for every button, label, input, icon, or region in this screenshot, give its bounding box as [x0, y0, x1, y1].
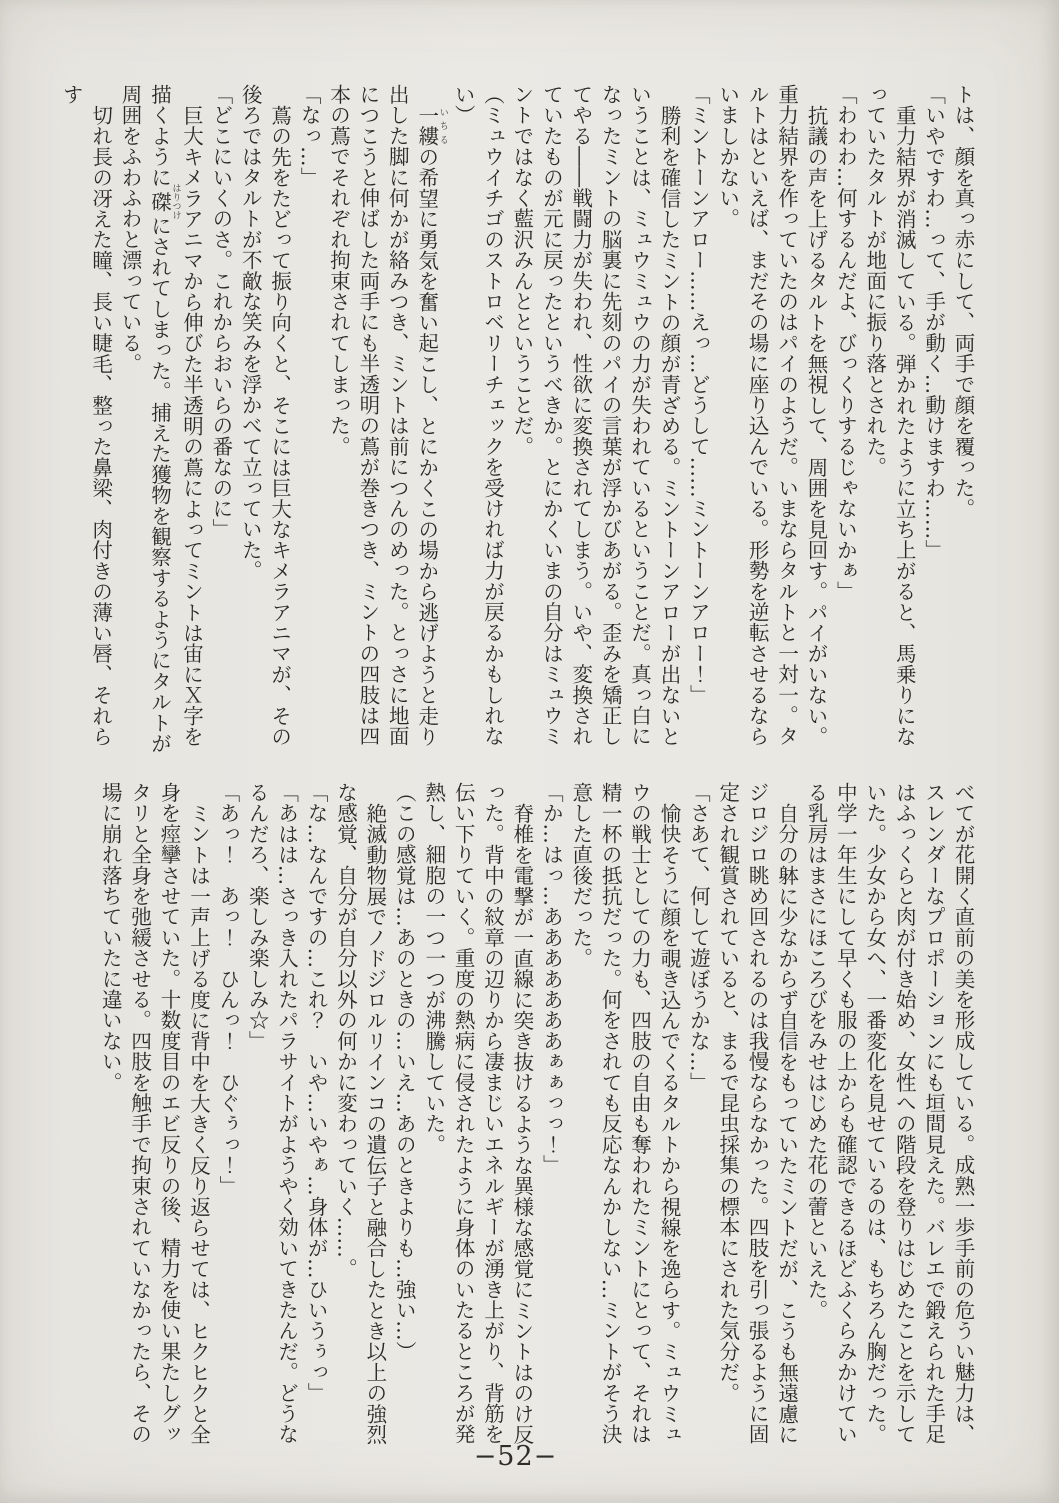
paragraph-quote: 「ミントーンアロー……えっ…どうして……ミントーンアロー！」 [686, 84, 711, 705]
paragraph-quote: 「さあて、何して遊ぼうかな…」 [686, 782, 711, 1093]
paragraph-narrative: 抗議の声を上げるタルトを無視して、周囲を見回す。パイがいない。重力結界を作っていたのはパイのようだ。いまならタルトと一対一。タルトはといえば、まだその場に座り込んでいる。形勢を逆転させるならいましかない。 [715, 84, 828, 747]
paragraph-narrative: 脊椎を電撃が一直線に突き抜けるような異様な感覚にミントはのけ反った。背中の紋章の辺りから凄まじいエネルギーが湧き上がり、背筋を伝い下りていく。重度の熱病に侵されたように身体のいたるところが発熱し、細胞の一つ一つが沸騰していた。 [421, 782, 534, 1445]
paragraph-narrative: ミントは一声上げる度に背中を大きく反り返らせては、ヒクヒクと全身を痙攣させていた。十数度目のエビ反りの後、精力を使い果たしグッタリと全身を弛緩させる。四肢を触手で拘束されていなかったら、その場に崩れ落ちていたに違いない。 [98, 782, 211, 1445]
paragraph-paren: （この感覚は…あのときの…いえ…あのときよりも…強い…） [392, 782, 417, 1362]
paragraph-quote: 「いやですわ…って、手が動く…動けますわ……」 [921, 84, 946, 561]
page-number: −52− [473, 1441, 558, 1472]
paragraph-continuation: べてが花開く直前の美を形成している。成熟一歩手前の危うい魅力は、スレンダーなプロポーションにも垣間見えた。バレエで鍛えられた手足はふっくらと肉が付き始め、女性への階段を登りはじめたことを示していた。少女から女へ、一番変化を見せているのは、もちろん胸だった。中学一年生にして早くも服の上からも確認できるほどふくらみかけている乳房はまさにほころびをみせはじめた花の蕾といえた。 [803, 782, 975, 1445]
paragraph-quote: 「わわわ…何するんだよ、びっくりするじゃないかぁ」 [833, 84, 858, 602]
ruby-annotated-word: 磔 はりつけ [147, 183, 181, 220]
paragraph-narrative: 一縷 いちるの希望に勇気を奮い起こし、とにかくこの場から逃げようと走り出した脚に何かが絡みつき、ミントは前につんのめった。とっさに地面につこうと伸ばした両手にも半透明の蔦が巻きつき、ミントの四肢は四本の蔦でそれぞれ拘束されてしまった。 [326, 84, 448, 747]
text-block-top [56, 84, 977, 760]
paragraph-narrative: 蔦の先をたどって振り向くと、そこには巨大なキメラアニマが、その後ろではタルトが不敵な笑みを浮かべて立っていた。 [238, 84, 292, 747]
paragraph-continuation: トは、顔を真っ赤にして、両手で顔を覆った。 [951, 84, 975, 519]
paragraph-narrative: 切れ長の冴えた瞳、長い睫毛、整った鼻梁、肉付きの薄い唇、それらす [59, 84, 113, 747]
text-block-bottom [95, 782, 977, 1460]
ruby-annotated-word: 一縷 いちる [414, 104, 448, 146]
paragraph-quote: 「あはは…さっき入れたパラサイトがようやく効いてきたんだ。どうなるんだろ、楽しみ楽しみ☆」 [245, 782, 299, 1445]
paragraph-narrative: 自分の躰に少なからず自信をもっていたミントだが、こうも無遠慮にジロジロ眺め回されるのは我慢ならなかった。四肢を引っ張るように固定され観賞されていると、まるで昆虫採集の標本にされた気分だ。 [715, 782, 799, 1445]
paragraph-quote: 「か…はっ…あああああああぁぁっっ！」 [539, 782, 564, 1176]
paragraph-quote: 「なっ…」 [297, 84, 322, 188]
paragraph-narrative: 勝利を確信したミントの顔が青ざめる。ミントーンアローが出ないということは、ミュウミュウの力が失われているということだ。真っ白になったミントの脳裏に先刻のパイの言葉が浮かびあがる。歪みを矯正してやる――戦闘力が失われ、性欲に変換されてしまう。いや、変換されていたものが元に戻ったというべきか。とにかくいまの自分はミュウミントではなく藍沢みんとということだ。 [509, 84, 681, 747]
paragraph-paren: （ミュウイチゴのストロベリーチェックを受ければ力が戻るかもしれない） [451, 84, 505, 747]
paragraph-narrative: 愉快そうに顔を覗き込んでくるタルトから視線を逸らす。ミュウミュウの戦士としての力も、四肢の自由も奪われたミントにとって、それは精一杯の抵抗だった。何をされても反応なんかしない…ミントがそう決意した直後だった。 [568, 782, 681, 1445]
paragraph-narrative: 絶滅動物展でノドジロルリインコの遺伝子と融合したとき以上の強烈な感覚、自分が自分以外の何かに変わっていく……。 [333, 782, 387, 1445]
paragraph-narrative: 重力結界が消滅している。弾かれたように立ち上がると、馬乗りになっていたタルトが地面に振り落とされた。 [862, 84, 917, 747]
paragraph-quote: 「な…なんですの…これ？ いや…いやぁ…身体が…ひいうぅっ」 [304, 782, 329, 1403]
paragraph-narrative: 巨大キメラアニマから伸びた半透明の蔦によってミントは宙にＸ字を描くように磔 はりつけにされてしまった。捕えた獲物を観察するようにタルトが周囲をふわふわと漂っている。 [118, 84, 204, 754]
paragraph-quote: 「どこにいくのさ。これからおいらの番なのに」 [208, 84, 233, 540]
paragraph-quote: 「あっ！ あっ！ ひんっ！ ひぐぅっ！」 [215, 782, 240, 1196]
